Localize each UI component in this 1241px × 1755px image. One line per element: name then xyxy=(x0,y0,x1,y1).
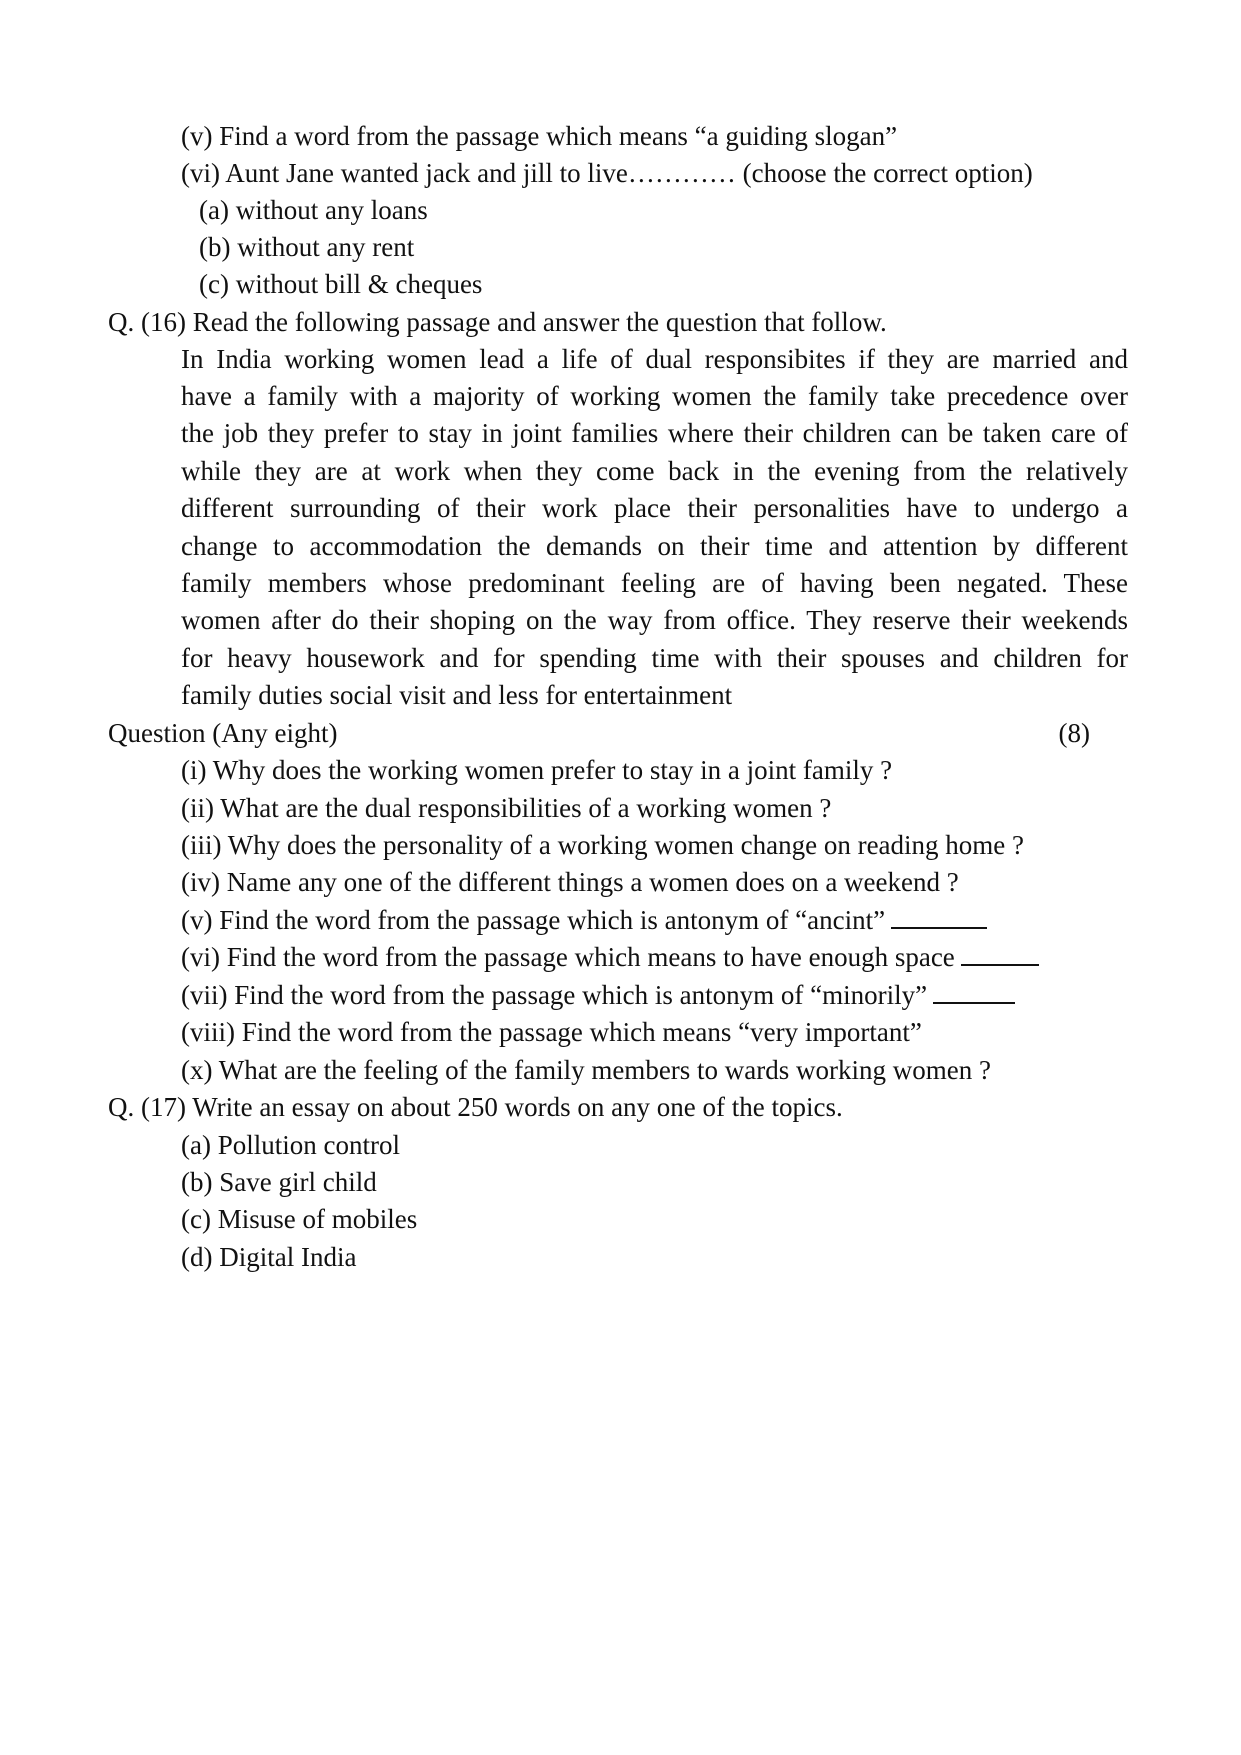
subquestion-v: (v) Find the word from the passage which is antonym of “ancint” xyxy=(181,905,886,935)
marks-label: (8) xyxy=(1058,718,1090,748)
passage-line: have a family with a majority of working women the family take precedence over xyxy=(181,381,1128,411)
q17-heading: Q. (17) Write an essay on about 250 words on any one of the topics. xyxy=(108,1092,843,1122)
essay-topic-c: (c) Misuse of mobiles xyxy=(181,1204,418,1234)
passage-line: women after do their shoping on the way from office. They reserve their weekends xyxy=(181,605,1128,635)
previous-question-vi: (vi) Aunt Jane wanted jack and jill to live………… (choose the correct option) xyxy=(181,158,1033,188)
answer-blank xyxy=(961,942,1039,966)
option-b: (b) without any rent xyxy=(199,232,415,262)
passage-line: while they are at work when they come back in the evening from the relatively xyxy=(181,456,1128,486)
subquestion-iv: (iv) Name any one of the different things a women does on a weekend ? xyxy=(181,867,959,897)
subquestion-viii: (viii) Find the word from the passage which means “very important” xyxy=(181,1017,922,1047)
option-a: (a) without any loans xyxy=(199,195,428,225)
answer-blank xyxy=(891,905,987,929)
subquestion-v-row xyxy=(181,904,987,936)
previous-question-v: (v) Find a word from the passage which means “a guiding slogan” xyxy=(181,121,898,151)
essay-topic-a: (a) Pollution control xyxy=(181,1130,400,1160)
question-instruction: Question (Any eight) xyxy=(108,718,338,748)
passage-line: family duties social visit and less for entertainment xyxy=(181,680,733,710)
subquestion-x: (x) What are the feeling of the family members to wards working women ? xyxy=(181,1055,991,1085)
passage-line: family members whose predominant feeling are of having been negated. These xyxy=(181,568,1128,598)
subquestion-i: (i) Why does the working women prefer to stay in a joint family ? xyxy=(181,755,893,785)
passage-line: change to accommodation the demands on their time and attention by different xyxy=(181,531,1128,561)
essay-topic-d: (d) Digital India xyxy=(181,1242,357,1272)
passage-line: for heavy housework and for spending time with their spouses and children for xyxy=(181,643,1128,673)
subquestion-ii: (ii) What are the dual responsibilities of a working women ? xyxy=(181,793,832,823)
passage-line: the job they prefer to stay in joint families where their children can be taken care of xyxy=(181,418,1128,448)
passage-line: different surrounding of their work place their personalities have to undergo a xyxy=(181,493,1128,523)
option-c: (c) without bill & cheques xyxy=(199,269,483,299)
answer-blank xyxy=(933,980,1015,1004)
subquestion-iii: (iii) Why does the personality of a working women change on reading home ? xyxy=(181,830,1025,860)
subquestion-vi-row xyxy=(181,941,1039,973)
essay-topic-b: (b) Save girl child xyxy=(181,1167,377,1197)
subquestion-vii: (vii) Find the word from the passage which is antonym of “minorily” xyxy=(181,980,928,1010)
q16-heading: Q. (16) Read the following passage and answer the question that follow. xyxy=(108,307,887,337)
subquestion-vii-row xyxy=(181,979,1015,1011)
question-instruction-row xyxy=(108,717,1090,749)
passage-line: In India working women lead a life of dual responsibites if they are married and xyxy=(181,344,1128,374)
subquestion-vi: (vi) Find the word from the passage which means to have enough space xyxy=(181,942,955,972)
